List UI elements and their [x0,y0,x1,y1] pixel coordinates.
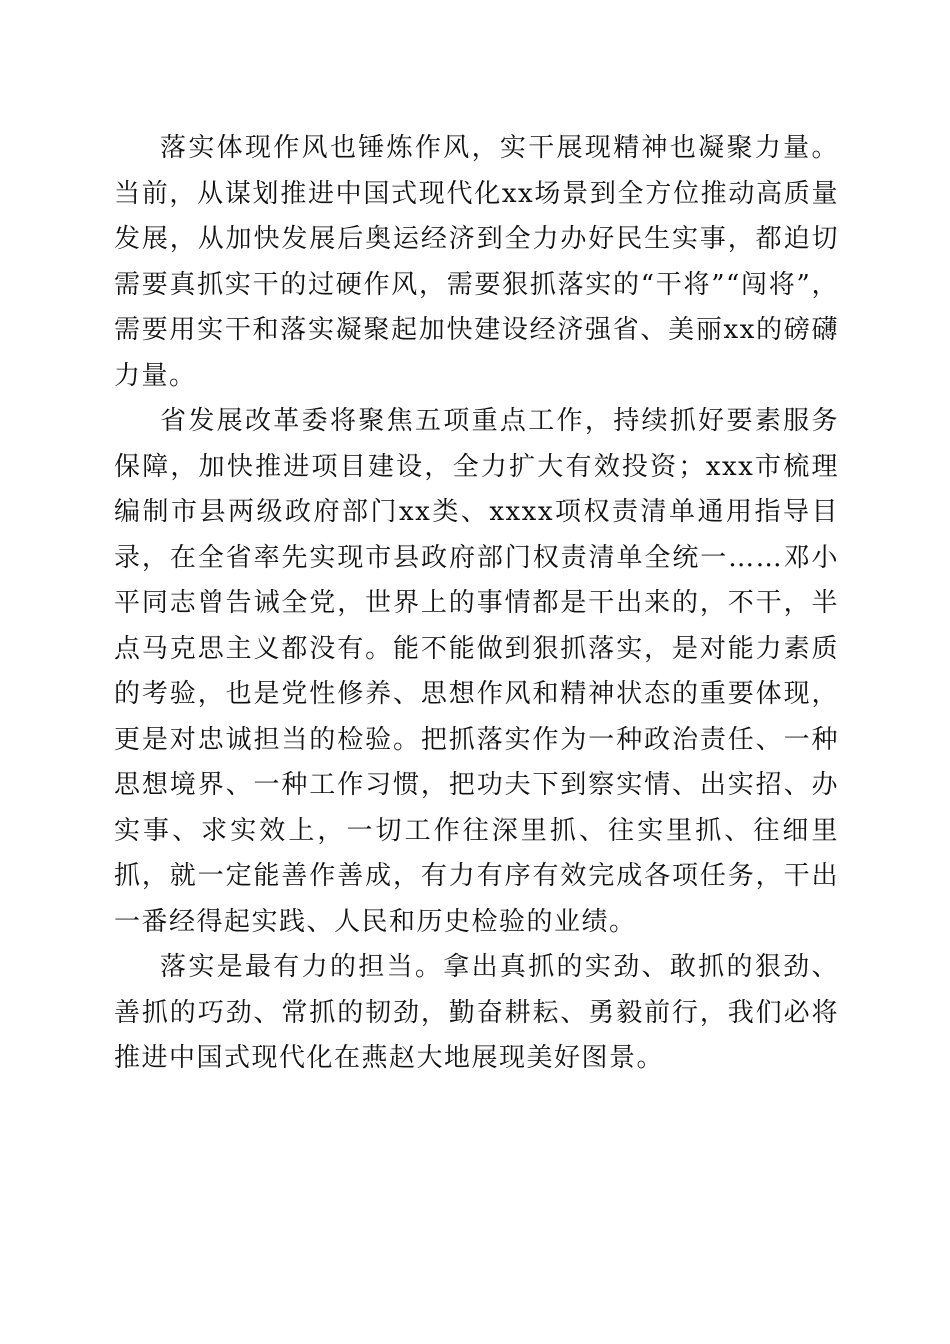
paragraph-3: 落实是最有力的担当。拿出真抓的实劲、敢抓的狠劲、善抓的巧劲、常抓的韧劲，勤奋耕耘、勇毅前行，我们必将推进中国式现代化在燕赵大地展现美好图景。 [114,952,839,1073]
document-body [114,126,839,1082]
paragraph-1: 落实体现作风也锤炼作风，实干展现精神也凝聚力量。当前，从谋划推进中国式现代化xx场景到全方位推动高质量发展，从加快发展后奥运经济到全力办好民生实事，都迫切需要真抓实干的过硬作风，需要狠抓落实的“干将”“闯将”，需要用实干和落实凝聚起加快建设经济强省、美丽xx的磅礴力量。 [114,133,839,391]
paragraph-2: 省发展改革委将聚焦五项重点工作，持续抓好要素服务保障，加快推进项目建设，全力扩大有效投资；xxx市梳理编制市县两级政府部门xx类、xxxx项权责清单通用指导目录，在全省率先实现市县政府部门权责清单全统一……邓小平同志曾告诫全党，世界上的事情都是干出来的，不干，半点马克思主义都没有。能不能做到狠抓落实，是对能力素质的考验，也是党性修养、思想作风和精神状态的重要体现，更是对忠诚担当的检验。把抓落实作为一种政治责任、一种思想境界、一种工作习惯，把功夫下到察实情、出实招、办实事、求实效上，一切工作往深里抓、往实里抓、往细里抓，就一定能善作善成，有力有序有效完成各项任务，干出一番经得起实践、人民和历史检验的业绩。 [114,406,839,937]
